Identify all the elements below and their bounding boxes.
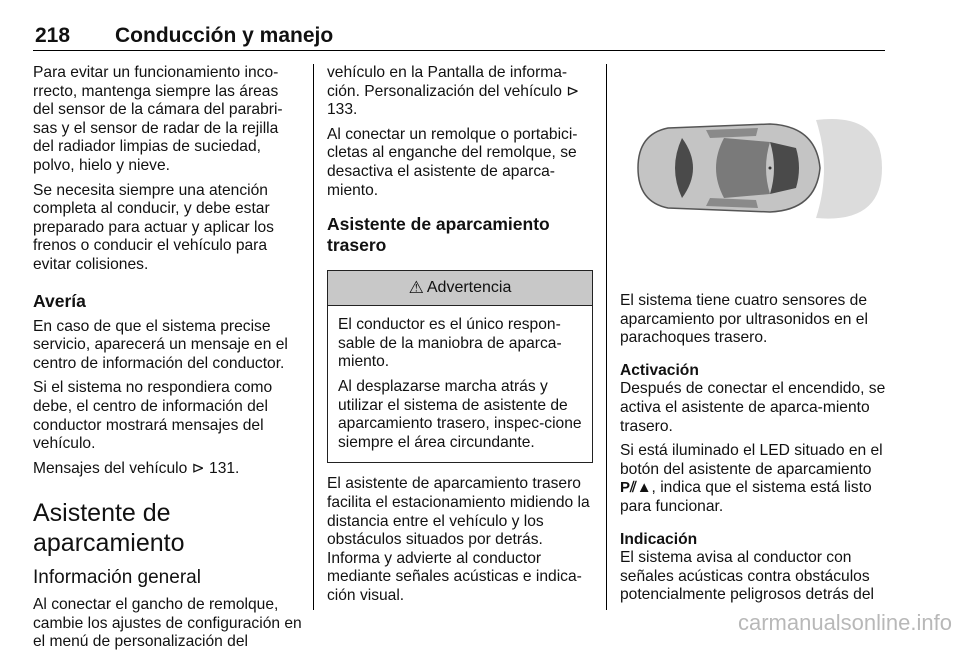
watermark: carmanualsonline.info [737,610,952,635]
warning-paragraph: El conductor es el único respon-sable de la maniobra de aparca-miento. [338,316,562,371]
warning-box [327,270,593,463]
column-2 [327,64,593,611]
car-top-view-illustration [620,68,886,276]
warning-title: Advertencia [426,278,512,296]
heading-rear-assist: Asistente de aparcamiento trasero [327,214,550,256]
paragraph: El sistema avisa al conductor con señales acústicas contra obstáculos potencialmente peligrosos detrás del [620,549,874,604]
column-1 [33,64,303,658]
paragraph-link: Mensajes del vehículo ⊳ 131. [33,459,240,477]
warning-icon: ⚠ [408,277,424,297]
paragraph: Después de conectar el encendido, se activa el asistente de aparca-miento trasero. [620,380,886,435]
column-divider-1 [313,64,314,610]
paragraph: Al conectar el gancho de remolque, cambie los ajustes de configuración en el menú de personalización del [33,596,302,651]
heading-main: Asistente de aparcamiento [33,499,185,558]
sensor-zone [816,119,882,219]
page-number: 218 [35,24,71,47]
paragraph: El asistente de aparcamiento trasero facilita el estacionamiento midiendo la distancia entre el vehículo y los obstáculos situados por detrás. Informa y advierte al conductor mediante señales acústicas e indica-ción visual. [327,475,590,604]
parking-assist-icon: P⫽▲ [620,479,652,497]
section-title: Conducción y manejo [115,24,334,47]
warning-header [328,271,592,306]
heading-info: Información general [33,567,201,589]
paragraph: Para evitar un funcionamiento inco-rrecto, mantenga siempre las áreas del sensor de la cámara del parabri-sas y el sensor de radar de la rejilla del radiador limpias de suciedad, polvo, hielo y nieve. [33,64,283,174]
warning-body [328,306,592,462]
heading-averia: Avería [33,290,86,311]
car-sensor-figure [620,68,886,276]
column-3 [620,292,888,611]
paragraph: Al conectar un remolque o portabici-cletas al enganche del remolque, se desactiva el asistente de aparca-miento. [327,125,578,199]
paragraph: vehículo en la Pantalla de informa-ción. Personalización del vehículo ⊳ 133. [327,64,580,119]
column-divider-2 [606,64,607,610]
paragraph: Si está iluminado el LED situado en el botón del asistente de aparcamiento P⫽▲, indica que el sistema está listo para funcionar. [620,442,883,515]
page-header [33,22,885,51]
heading-activacion: Activación [620,361,699,379]
warning-paragraph: Al desplazarse marcha atrás y utilizar el sistema de asistente de aparcamiento trasero, inspec-cione siempre el área circundante. [338,377,582,451]
paragraph: Si el sistema no respondiera como debe, el centro de información del conductor mostrará mensajes del vehículo. [33,379,273,453]
paragraph: En caso de que el sistema precise servicio, aparecerá un mensaje en el centro de información del conductor. [33,317,288,372]
paragraph: El sistema tiene cuatro sensores de aparcamiento por ultrasonidos en el parachoques trasero. [620,292,868,347]
car-icon [638,124,820,212]
heading-indicacion: Indicación [620,530,698,548]
paragraph: Se necesita siempre una atención completa al conducir, y debe estar preparado para actuar y aplicar los frenos o conducir el vehículo para evitar colisiones. [33,181,274,273]
